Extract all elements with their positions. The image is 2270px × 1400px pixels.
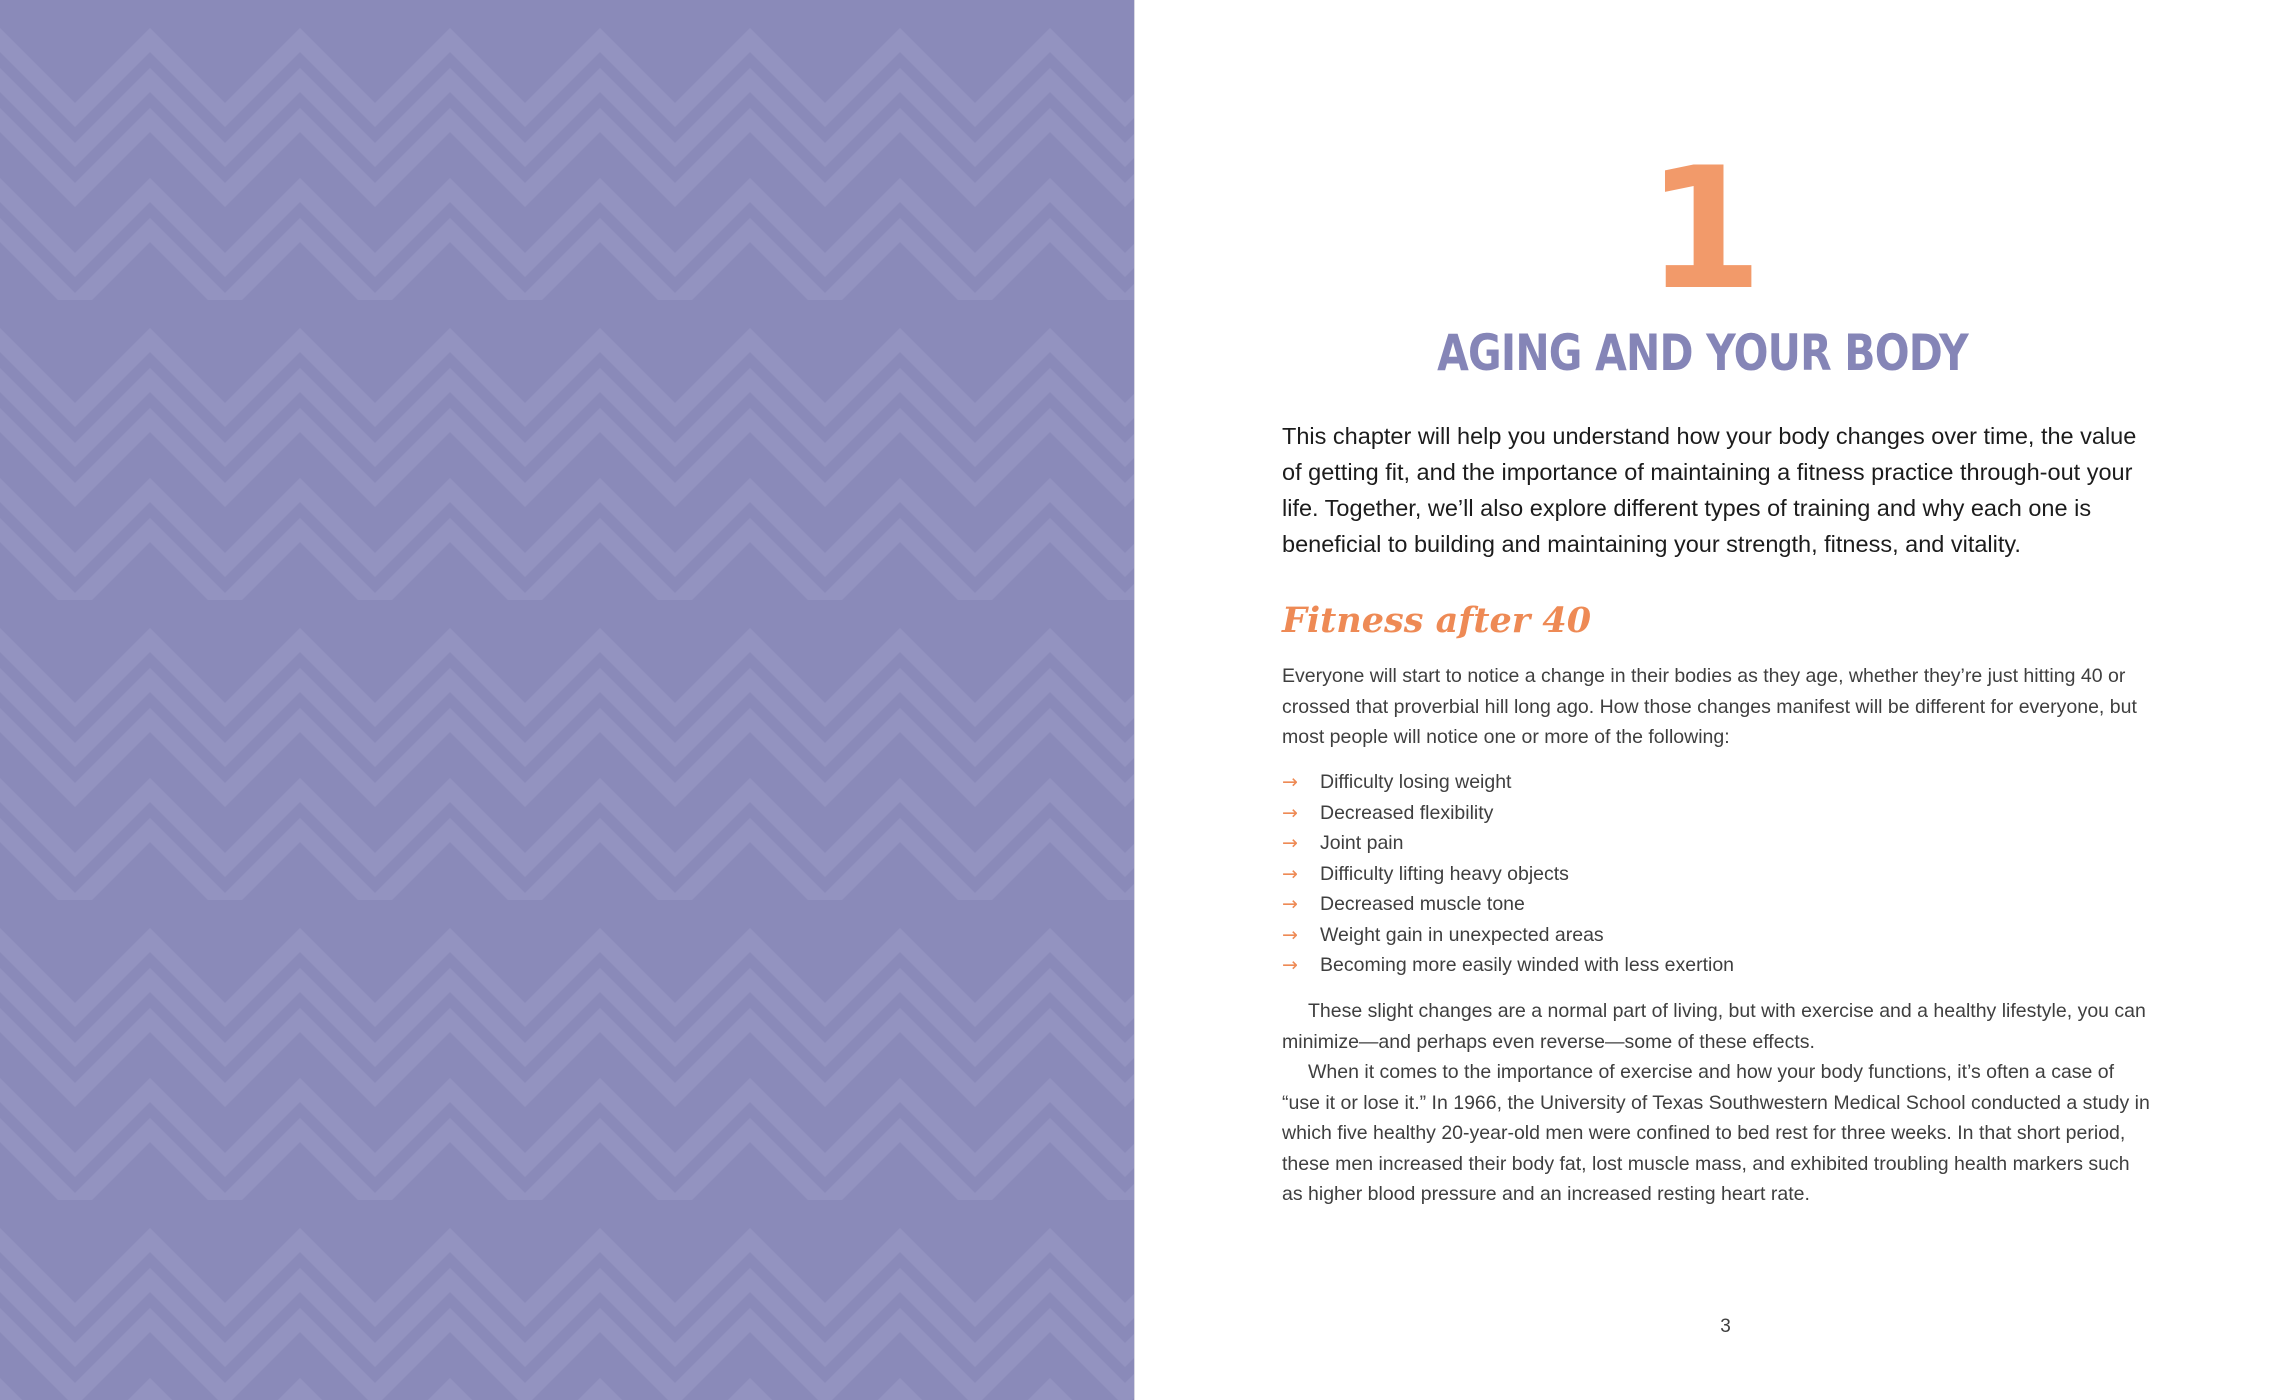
list-item	[1282, 767, 1734, 798]
list-item	[1282, 798, 1734, 829]
chapter-title: AGING AND YOUR BODY	[1437, 324, 1968, 382]
list-item-text: Becoming more easily winded with less exertion	[1320, 954, 1735, 976]
text-page	[1135, 0, 2270, 1400]
page-number: 3	[1720, 1316, 1731, 1337]
list-item	[1282, 889, 1734, 920]
chapter-number: 1	[1646, 131, 1759, 327]
arrow-right-icon: →	[1282, 862, 1298, 885]
list-item-text: Decreased muscle tone	[1320, 893, 1525, 915]
decorative-pattern-page	[0, 0, 1134, 1400]
list-item-text: Decreased flexibility	[1320, 801, 1494, 824]
list-item-text: Joint pain	[1320, 832, 1404, 854]
list-item	[1282, 828, 1734, 859]
paragraph: Everyone will start to notice a change in their bodies as they age, whether they’re just hitting 40 or crossed that proverbial hill long ago. How those changes manifest will be different for everyone, but most people will notice one or more of the following:	[1282, 665, 2137, 748]
list-item	[1282, 920, 1734, 951]
arrow-right-icon: →	[1282, 923, 1298, 946]
section-heading: Fitness after 40	[1282, 600, 1592, 641]
arrow-right-icon: →	[1282, 893, 1298, 915]
paragraph: When it comes to the importance of exercise and how your body functions, it’s often a case of “use it or lose it.” In 1966, the University of Texas Southwestern Medical School conducted a study in which five healthy 20-year-old men were confined to bed rest for three weeks. In that short period, these men increased their body fat, lost muscle mass, and exhibited troubling health markers such as higher blood pressure and an increased resting heart rate.	[1282, 1061, 2150, 1205]
list-item-text: Difficulty losing weight	[1320, 771, 1512, 793]
list-item	[1282, 950, 1734, 981]
arrow-right-icon: →	[1282, 801, 1298, 824]
arrow-right-icon: →	[1282, 771, 1298, 793]
paragraph: These slight changes are a normal part of living, but with exercise and a healthy lifestyle, you can minimize—and perhaps even reverse—some of these effects.	[1282, 1000, 2146, 1053]
arrow-right-icon: →	[1282, 954, 1298, 976]
bullet-list	[1282, 767, 1734, 981]
list-item	[1282, 859, 1734, 890]
list-item-text: Difficulty lifting heavy objects	[1320, 862, 1569, 885]
chevron-pattern	[0, 0, 1134, 1400]
arrow-right-icon: →	[1282, 832, 1298, 854]
list-item-text: Weight gain in unexpected areas	[1320, 923, 1604, 946]
chapter-intro: This chapter will help you understand how your body changes over time, the value of getting fit, and the importance of maintaining a fitness practice through-out your life. Together, we’ll also explore different types of training and why each one is beneficial to building and maintaining your strength, fitness, and vitality.	[1282, 423, 2137, 557]
